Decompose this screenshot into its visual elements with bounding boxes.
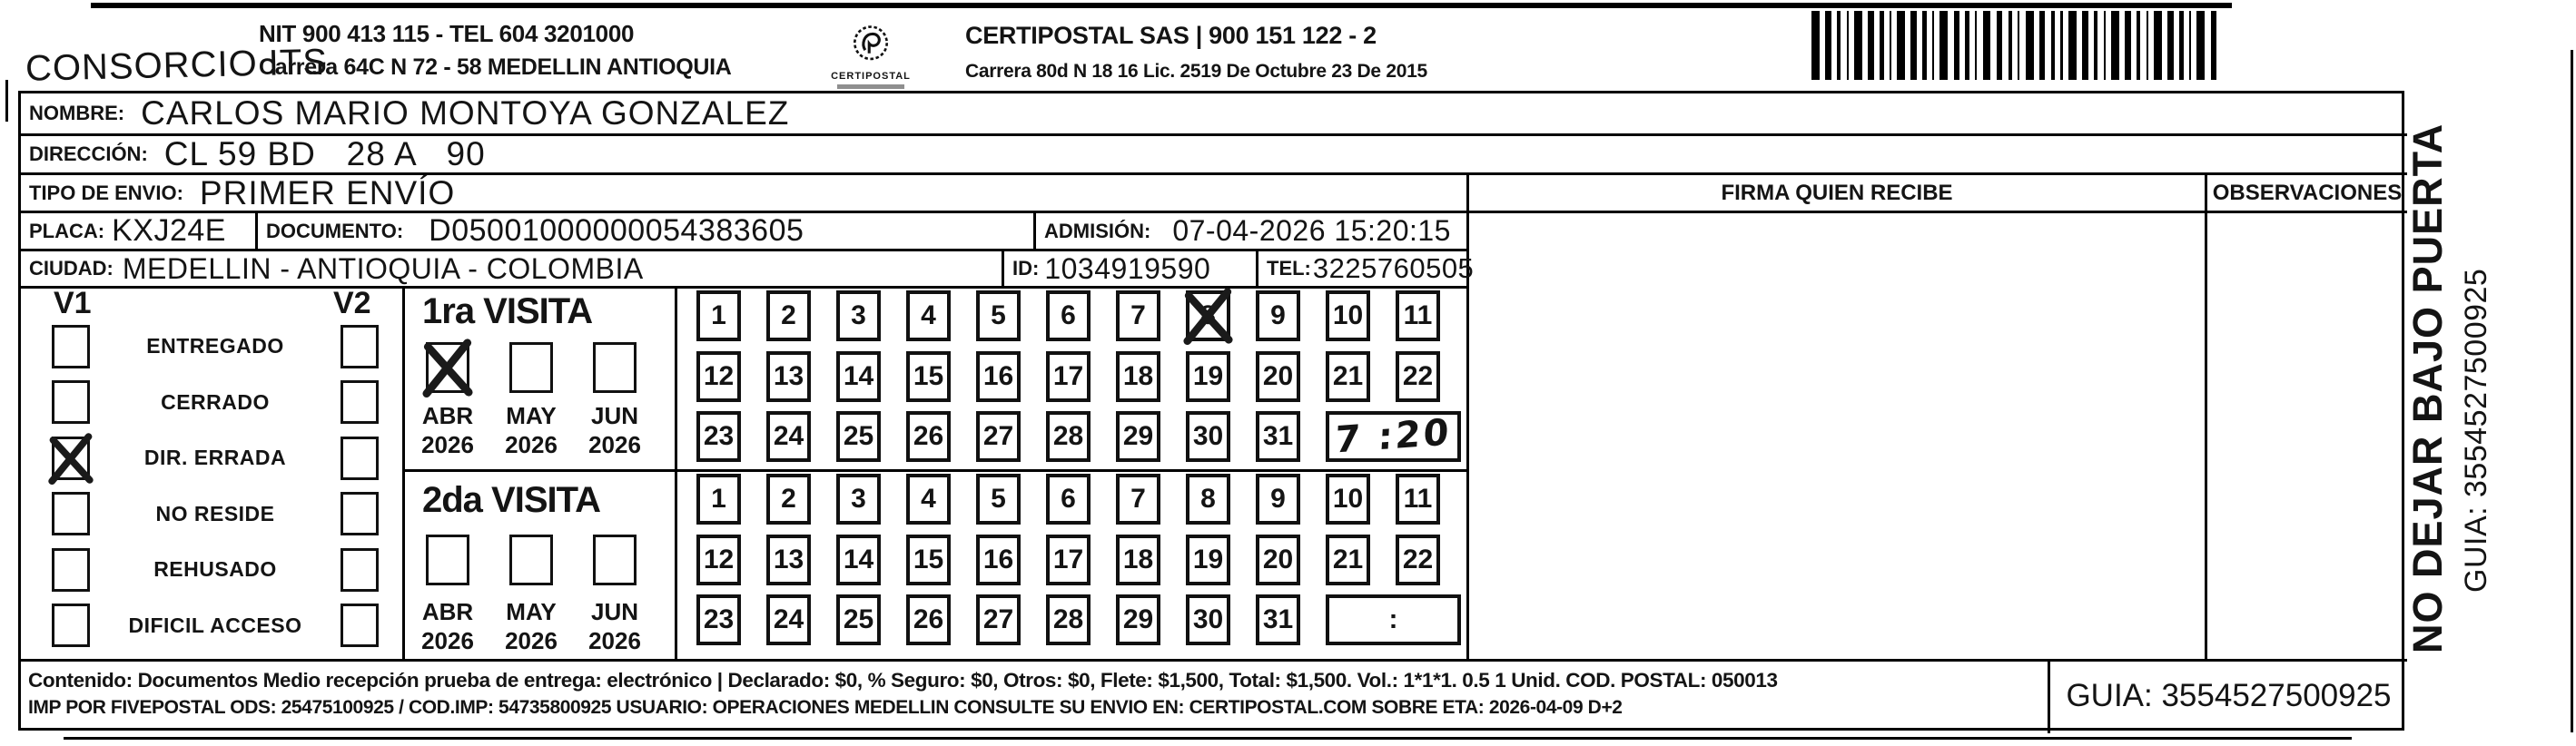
day-cell: 9 (1256, 474, 1300, 525)
calendar-row (696, 594, 1461, 645)
day-cell: 1 (696, 474, 741, 525)
certipostal-logo (822, 24, 920, 89)
documento-cell (258, 213, 1033, 249)
v2-checkbox (341, 604, 379, 647)
calendar-row (696, 411, 1461, 462)
direccion-row (21, 136, 2407, 172)
day-cell: 16 (976, 535, 1021, 585)
company-nit-tel: NIT 900 413 115 - TEL 604 3201000 (259, 20, 635, 47)
v2-checkbox (341, 492, 379, 535)
day-cell: 9 (1256, 290, 1300, 341)
admision-value: 07-04-2026 15:20:15 (1172, 214, 1451, 247)
day-cell: 12 (696, 535, 741, 585)
day-cell: 25 (836, 411, 881, 462)
scan-bottom-line (64, 737, 2352, 740)
day-cell: 7 (1116, 474, 1160, 525)
month-year: 2026 (588, 627, 641, 654)
ciudad-value: MEDELLIN - ANTIOQUIA - COLOMBIA (122, 251, 644, 285)
day-cell: 13 (766, 535, 811, 585)
month-year: 2026 (505, 627, 558, 654)
status-row (21, 319, 402, 375)
visit-2-month-years (406, 627, 656, 655)
company-address: Carrera 64C N 72 - 58 MEDELLIN ANTIOQUIA (259, 54, 732, 80)
day-cell: 11 (1396, 474, 1440, 525)
calendar-row (696, 474, 1440, 525)
day-cell: 18 (1116, 535, 1160, 585)
day-cell: 8 (1186, 474, 1230, 525)
day-cell: 2 (766, 474, 811, 525)
month-year: 2026 (505, 431, 558, 458)
day-cell: 18 (1116, 351, 1160, 402)
tel-cell (1258, 251, 1475, 286)
calendar-row (696, 535, 1440, 585)
day-cell: 14 (836, 535, 881, 585)
guia-cell (2050, 659, 2407, 733)
day-cell: 19 (1186, 351, 1230, 402)
direccion-value: CL 59 BD 28 A 90 (163, 135, 486, 172)
logo-caption: CERTIPOSTAL (831, 71, 911, 82)
footer-line1: Contenido: Documentos Medio recepción prueba de entrega: electrónico | Declarado: $0, % Seguro: $0, Otros: $0, Flete: $1,500, Total: $1,500. Vol.: 1*1*1. 0.5 1 Unid. COD. POSTAL: 050013 (28, 669, 1778, 692)
month-checkbox (593, 342, 637, 393)
ciudad-cell (21, 251, 1002, 286)
calendar-row (696, 351, 1440, 402)
status-label: DIR. ERRADA (143, 446, 287, 470)
day-cell: 27 (976, 411, 1021, 462)
day-cell: 4 (906, 290, 951, 341)
day-cell: 28 (1046, 594, 1091, 645)
day-cell: 4 (906, 474, 951, 525)
v2-checkbox (341, 437, 379, 480)
month-checkbox (593, 535, 637, 585)
form-table (18, 91, 2404, 731)
v2-checkbox (341, 325, 379, 368)
day-cell: 10 (1326, 290, 1370, 341)
certipostal-stamp-icon (850, 54, 892, 69)
visit-2-title: 2da VISITA (422, 480, 600, 520)
x-mark (47, 432, 94, 485)
month-checkbox (426, 342, 469, 393)
footer-line2: IMP POR FIVEPOSTAL ODS: 25475100925 / COD.IMP: 54735800925 USUARIO: OPERACIONES MEDELLIN CONSULTE SU ENVIO EN: CERTIPOSTAL.COM SOBRE ETA: 2026-04-09 D+2 (28, 697, 1623, 718)
day-cell: 20 (1256, 351, 1300, 402)
v1-checkbox (52, 437, 90, 480)
status-row (21, 542, 402, 598)
day-cell: 15 (906, 535, 951, 585)
visit-1-months (402, 286, 675, 469)
day-cell: 26 (906, 411, 951, 462)
observaciones-header: OBSERVACIONES (2212, 180, 2403, 205)
visit-2-month-boxes (426, 535, 637, 585)
day-cell: 6 (1046, 474, 1091, 525)
documento-value: D05001000000054383605 (429, 213, 804, 248)
visit-1-month-boxes (426, 342, 637, 393)
day-cell: 21 (1326, 535, 1370, 585)
day-cell: 1 (696, 290, 741, 341)
month-label: JUN (590, 402, 638, 429)
day-cell: 30 (1186, 594, 1230, 645)
placa-label: PLACA: (29, 219, 105, 242)
v2-checkbox (341, 548, 379, 592)
v2-checkbox (341, 380, 379, 424)
month-label: MAY (506, 402, 557, 429)
month-checkbox (509, 535, 553, 585)
day-cell: 15 (906, 351, 951, 402)
month-label: JUN (590, 598, 638, 625)
month-label: ABR (421, 598, 474, 625)
x-mark (1182, 287, 1234, 345)
day-cell: 5 (976, 474, 1021, 525)
status-row (21, 430, 402, 486)
month-year: 2026 (588, 431, 641, 458)
admision-label: ADMISIÓN: (1044, 219, 1151, 242)
visit-2-calendar (675, 469, 1466, 659)
day-cell: 17 (1046, 535, 1091, 585)
grid-line (2205, 172, 2207, 659)
day-cell: 25 (836, 594, 881, 645)
day-cell: 27 (976, 594, 1021, 645)
direccion-label: DIRECCIÓN: (29, 142, 148, 165)
v1-checkbox (52, 325, 90, 368)
firma-header-cell (1469, 175, 2205, 211)
id-cell (1004, 251, 1256, 286)
status-label: NO RESIDE (155, 501, 275, 525)
provider-info-block (965, 22, 1427, 83)
day-cell: 8 (1186, 290, 1230, 341)
company-info-block (259, 20, 732, 81)
documento-label: DOCUMENTO: (266, 219, 404, 242)
tel-label: TEL: (1267, 257, 1311, 280)
visit-1-month-years (406, 431, 656, 459)
status-label: REHUSADO (153, 557, 277, 582)
visit-1-title: 1ra VISITA (422, 291, 593, 331)
footer-text-cell (21, 659, 2048, 733)
placa-cell (21, 213, 255, 249)
time-cell (1326, 594, 1461, 645)
calendar-row (696, 290, 1440, 341)
scan-left-tick (5, 80, 8, 122)
day-cell: 19 (1186, 535, 1230, 585)
status-label: ENTREGADO (146, 334, 284, 358)
v1-checkbox (52, 492, 90, 535)
month-checkbox (509, 342, 553, 393)
logo-subtext-smudge (837, 84, 904, 89)
day-cell: 30 (1186, 411, 1230, 462)
day-cell: 28 (1046, 411, 1091, 462)
status-rows (21, 319, 402, 653)
provider-line: CERTIPOSTAL SAS | 900 151 122 - 2 (965, 22, 1377, 49)
grid-line (1466, 172, 1469, 659)
day-cell: 31 (1256, 594, 1300, 645)
day-cell: 13 (766, 351, 811, 402)
placa-value: KXJ24E (112, 213, 226, 248)
x-mark (421, 338, 474, 398)
day-cell: 3 (836, 474, 881, 525)
day-cell: 6 (1046, 290, 1091, 341)
tipo-envio-row (21, 175, 1466, 211)
day-cell: 29 (1116, 411, 1160, 462)
v1-checkbox (52, 380, 90, 424)
day-cell: 20 (1256, 535, 1300, 585)
id-label: ID: (1012, 257, 1040, 280)
day-cell: 2 (766, 290, 811, 341)
status-row (21, 598, 402, 654)
ciudad-label: CIUDAD: (29, 257, 114, 280)
status-row (21, 375, 402, 431)
visit-2-month-labels (406, 598, 656, 626)
day-cell: 24 (766, 411, 811, 462)
day-cell: 23 (696, 411, 741, 462)
day-cell: 31 (1256, 411, 1300, 462)
day-cell: 16 (976, 351, 1021, 402)
day-cell: 21 (1326, 351, 1370, 402)
visit-1-calendar (675, 286, 1466, 469)
visit-2-months (402, 469, 675, 659)
observaciones-header-cell (2207, 175, 2407, 211)
month-checkbox (426, 535, 469, 585)
day-cell: 23 (696, 594, 741, 645)
nombre-row (21, 93, 2407, 133)
company-name: CONSORCIO ITS (25, 42, 329, 89)
guia-number: GUIA: 3554527500925 (2066, 678, 2392, 713)
provider-address: Carrera 80d N 18 16 Lic. 2519 De Octubre 23 De 2015 (965, 61, 1427, 82)
day-cell: 10 (1326, 474, 1370, 525)
time-cell (1326, 411, 1461, 462)
month-label: ABR (421, 402, 474, 429)
v1-checkbox (52, 548, 90, 592)
v1-checkbox (52, 604, 90, 647)
day-cell: 7 (1116, 290, 1160, 341)
day-cell: 29 (1116, 594, 1160, 645)
month-year: 2026 (421, 431, 474, 458)
status-label: CERRADO (161, 389, 270, 414)
tipo-envio-label: TIPO DE ENVIO: (29, 181, 183, 204)
month-year: 2026 (421, 627, 474, 654)
id-value: 1034919590 (1044, 251, 1211, 285)
v2-header: V2 (333, 286, 371, 320)
barcode (1811, 11, 2231, 80)
day-cell: 14 (836, 351, 881, 402)
day-cell: 3 (836, 290, 881, 341)
day-cell: 24 (766, 594, 811, 645)
time-value: : (1388, 604, 1398, 634)
firma-header: FIRMA QUIEN RECIBE (1721, 180, 1953, 205)
month-label: MAY (506, 598, 557, 625)
nombre-value: CARLOS MARIO MONTOYA GONZALEZ (141, 94, 790, 132)
time-value: 7 :20 (1334, 411, 1453, 462)
tipo-envio-value: PRIMER ENVÍO (199, 173, 456, 211)
day-cell: 17 (1046, 351, 1091, 402)
day-cell: 22 (1396, 351, 1440, 402)
day-cell: 11 (1396, 290, 1440, 341)
day-cell: 12 (696, 351, 741, 402)
v1-header: V1 (54, 286, 92, 320)
visit-1-month-labels (406, 402, 656, 430)
status-box (21, 286, 402, 659)
scan-right-edge-line (2571, 50, 2573, 732)
day-cell: 26 (906, 594, 951, 645)
day-cell: 22 (1396, 535, 1440, 585)
admision-cell (1036, 213, 1466, 249)
day-cell: 5 (976, 290, 1021, 341)
no-dejar-bajo-puerta-text: NO DEJAR BAJO PUERTA (2404, 123, 2451, 653)
status-label: DIFICIL ACCESO (128, 613, 302, 637)
nombre-label: NOMBRE: (29, 102, 125, 124)
scan-top-line (91, 3, 2232, 8)
guia-vertical-text: GUIA: 3554527500925 (2459, 268, 2493, 593)
status-row (21, 486, 402, 543)
tel-value: 3225760505 (1312, 252, 1475, 284)
